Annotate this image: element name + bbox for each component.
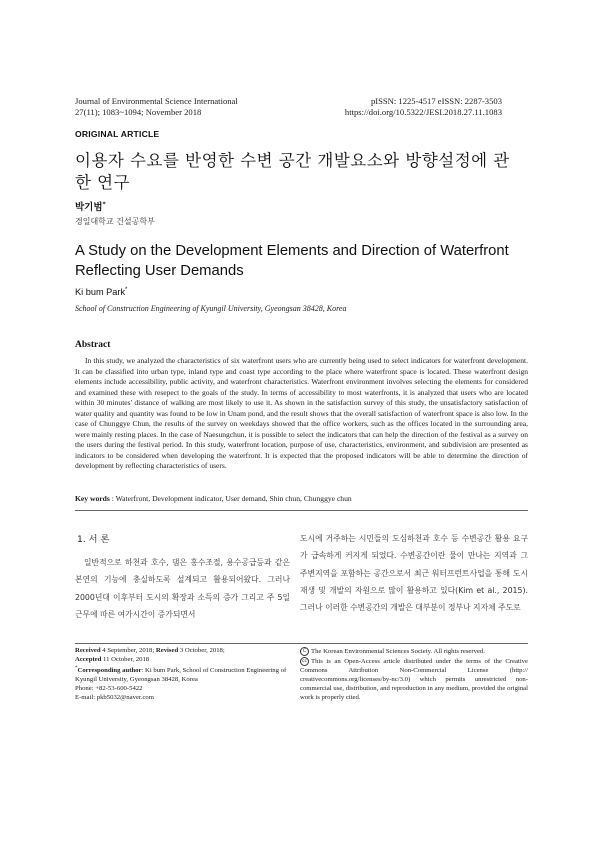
- affiliation-korean: 경일대학교 건설공학부: [75, 217, 155, 226]
- phone: Phone: +82-53-600-5422: [75, 684, 143, 692]
- copyright-text: The Korean Environmental Sciences Society. All rights reserved.: [311, 648, 485, 656]
- revised-label: Revised: [155, 647, 179, 654]
- keywords-list: : Waterfront, Development indicator, User demand, Shin chun, Chunggye chun: [109, 494, 352, 503]
- corresponding-text: : Ki bum Park, School of Construction Engineering of Kyungil University, Gyeongsan 38428, Korea: [75, 667, 287, 683]
- corresponding-label: Corresponding author: [77, 667, 142, 675]
- footnote-right: [300, 647, 528, 703]
- keywords-label: Key words: [75, 494, 110, 503]
- body-paragraph-continued: 도시에 거주하는 시민들의 도심하천과 호수 등 수변공간 활용 요구가 급속하게 커지게 되었다. 수변공간이란 물이 만나는 지역과 그 주변지역을 포함하는 공간으로서 최근 워터프런트사업을 통해 도시재생 및 개발의 자원으로 많이 활용하고 있다: [300, 534, 528, 595]
- corresponding-author: [75, 665, 287, 685]
- author-english-mark: *: [125, 287, 128, 293]
- received-dates: [75, 647, 287, 656]
- citation-link[interactable]: (Kim et al., 2015): [455, 585, 526, 595]
- body-column-left: [75, 549, 290, 623]
- journal-header-right: [345, 96, 502, 118]
- doi-link[interactable]: https://doi.org/10.5322/JESI.2018.27.11.1083: [344, 107, 502, 117]
- author-korean-mark: *: [102, 200, 106, 208]
- section-divider: [75, 510, 528, 511]
- abstract-heading: Abstract: [75, 340, 111, 350]
- journal-name: Journal of Environmental Science International: [75, 96, 238, 106]
- accepted-date-line: [75, 656, 287, 665]
- corresponding-mark: *: [75, 665, 78, 671]
- affiliation-english: School of Construction Engineering of Kyungil University, Gyeongsan 38428, Korea: [75, 304, 347, 313]
- keywords: [75, 494, 528, 503]
- issn: pISSN: 1225-4517 eISSN: 2287-3503: [370, 96, 502, 106]
- author-korean: [75, 199, 106, 213]
- license-line: [300, 657, 528, 703]
- creative-commons-icon: cc: [301, 658, 308, 664]
- title-english: A Study on the Development Elements and Direction of Waterfront Reflecting User Demands: [75, 243, 509, 279]
- email[interactable]: E-mail: pkb5032@naver.com: [75, 693, 154, 701]
- revised-date: 3 October, 2018;: [178, 647, 225, 654]
- footnote-left: [75, 647, 287, 703]
- body-column-right: [300, 530, 528, 616]
- author-english: [75, 287, 127, 297]
- copyright-icon: C: [300, 647, 309, 656]
- license-text: This is an Open-Access article distributed under the terms of the Creative Commons Attribution Non-Commercial License (http:// creativecommons.org/licenses/by-nc/3.0) which permits unrestricted non-commercial use, distribution, and reproduction in any medium, provided the original work is properly cited.: [300, 657, 528, 701]
- accepted-date: 11 October, 2018: [101, 655, 150, 663]
- body-paragraph-tail: . 그러나 이러한 수변공간의 개발은 대부분이 정부나 지자체 주도로: [300, 585, 528, 613]
- author-english-name: Ki bum Park: [75, 287, 126, 298]
- journal-issue: 27(11); 1083~1094; November 2018: [75, 107, 202, 117]
- accepted-label: Accepted: [75, 655, 102, 663]
- received-date: 4 September, 2018;: [100, 647, 156, 654]
- body-paragraph: 일반적으로 하천과 호수, 댐은 홍수조절, 용수공급등과 같은 본연의 기능에 충실하도록 설계되고 활용되어왔다. 그러나 2000년대 이후부터 도시의 확장과 소득의 증가 그리고 주 5일 근무에 따른 여가시간이 증가되면서: [75, 558, 290, 619]
- abstract-text: In this study, we analyzed the characteristics of six waterfront users who are currently being used to select indicators for waterfront development. It can be classified into urban type, inland type and coast type according to the place where waterfront space is located. These waterfront design elements include accessibility, public activity, and waterfront characteristics. Waterfront environment involves selecting the elements for considered and examined these with resepect to the goals of the study. In terms of accessibility to most waterfronts, it is analyzed that users who are located within 30 minutes' distance of walking are most likely to use it. As shown in the satisfaction survey of this study, the unsatisfactory satisfaction of water quality and quantity was found to be low in Unam pond, and the result shows that the overall satisfaction of waterfront space is also low. In the case of Chunggye Chun, the results of the survey on weekdays showed that the office workers, such as the offices located in the surrounding area, were mainly resting places. In the case of Naesungchun, it is possible to select the indicators that can help the direction of the festival as a survey on the users during the festival period. In this study, waterfront location, purpose of use, characteristics, environment, and subdivision are presented as indicators to be considered when developing the waterfront. It is expected that the proposed indicators will be able to determine the direction of development by reflecting characteristics of users.: [75, 356, 528, 470]
- footnote-divider: [75, 643, 528, 644]
- received-label: Received: [75, 647, 101, 654]
- author-korean-name: 박기범: [75, 202, 103, 213]
- journal-header-left: [75, 96, 238, 118]
- copyright-line: [300, 647, 528, 657]
- article-type: ORIGINAL ARTICLE: [75, 129, 160, 139]
- section-heading-introduction: 1. 서 론: [77, 534, 110, 545]
- title-korean: 이용자 수요를 반영한 수변 공간 개발요소와 방향설정에 관한 연구: [75, 151, 510, 192]
